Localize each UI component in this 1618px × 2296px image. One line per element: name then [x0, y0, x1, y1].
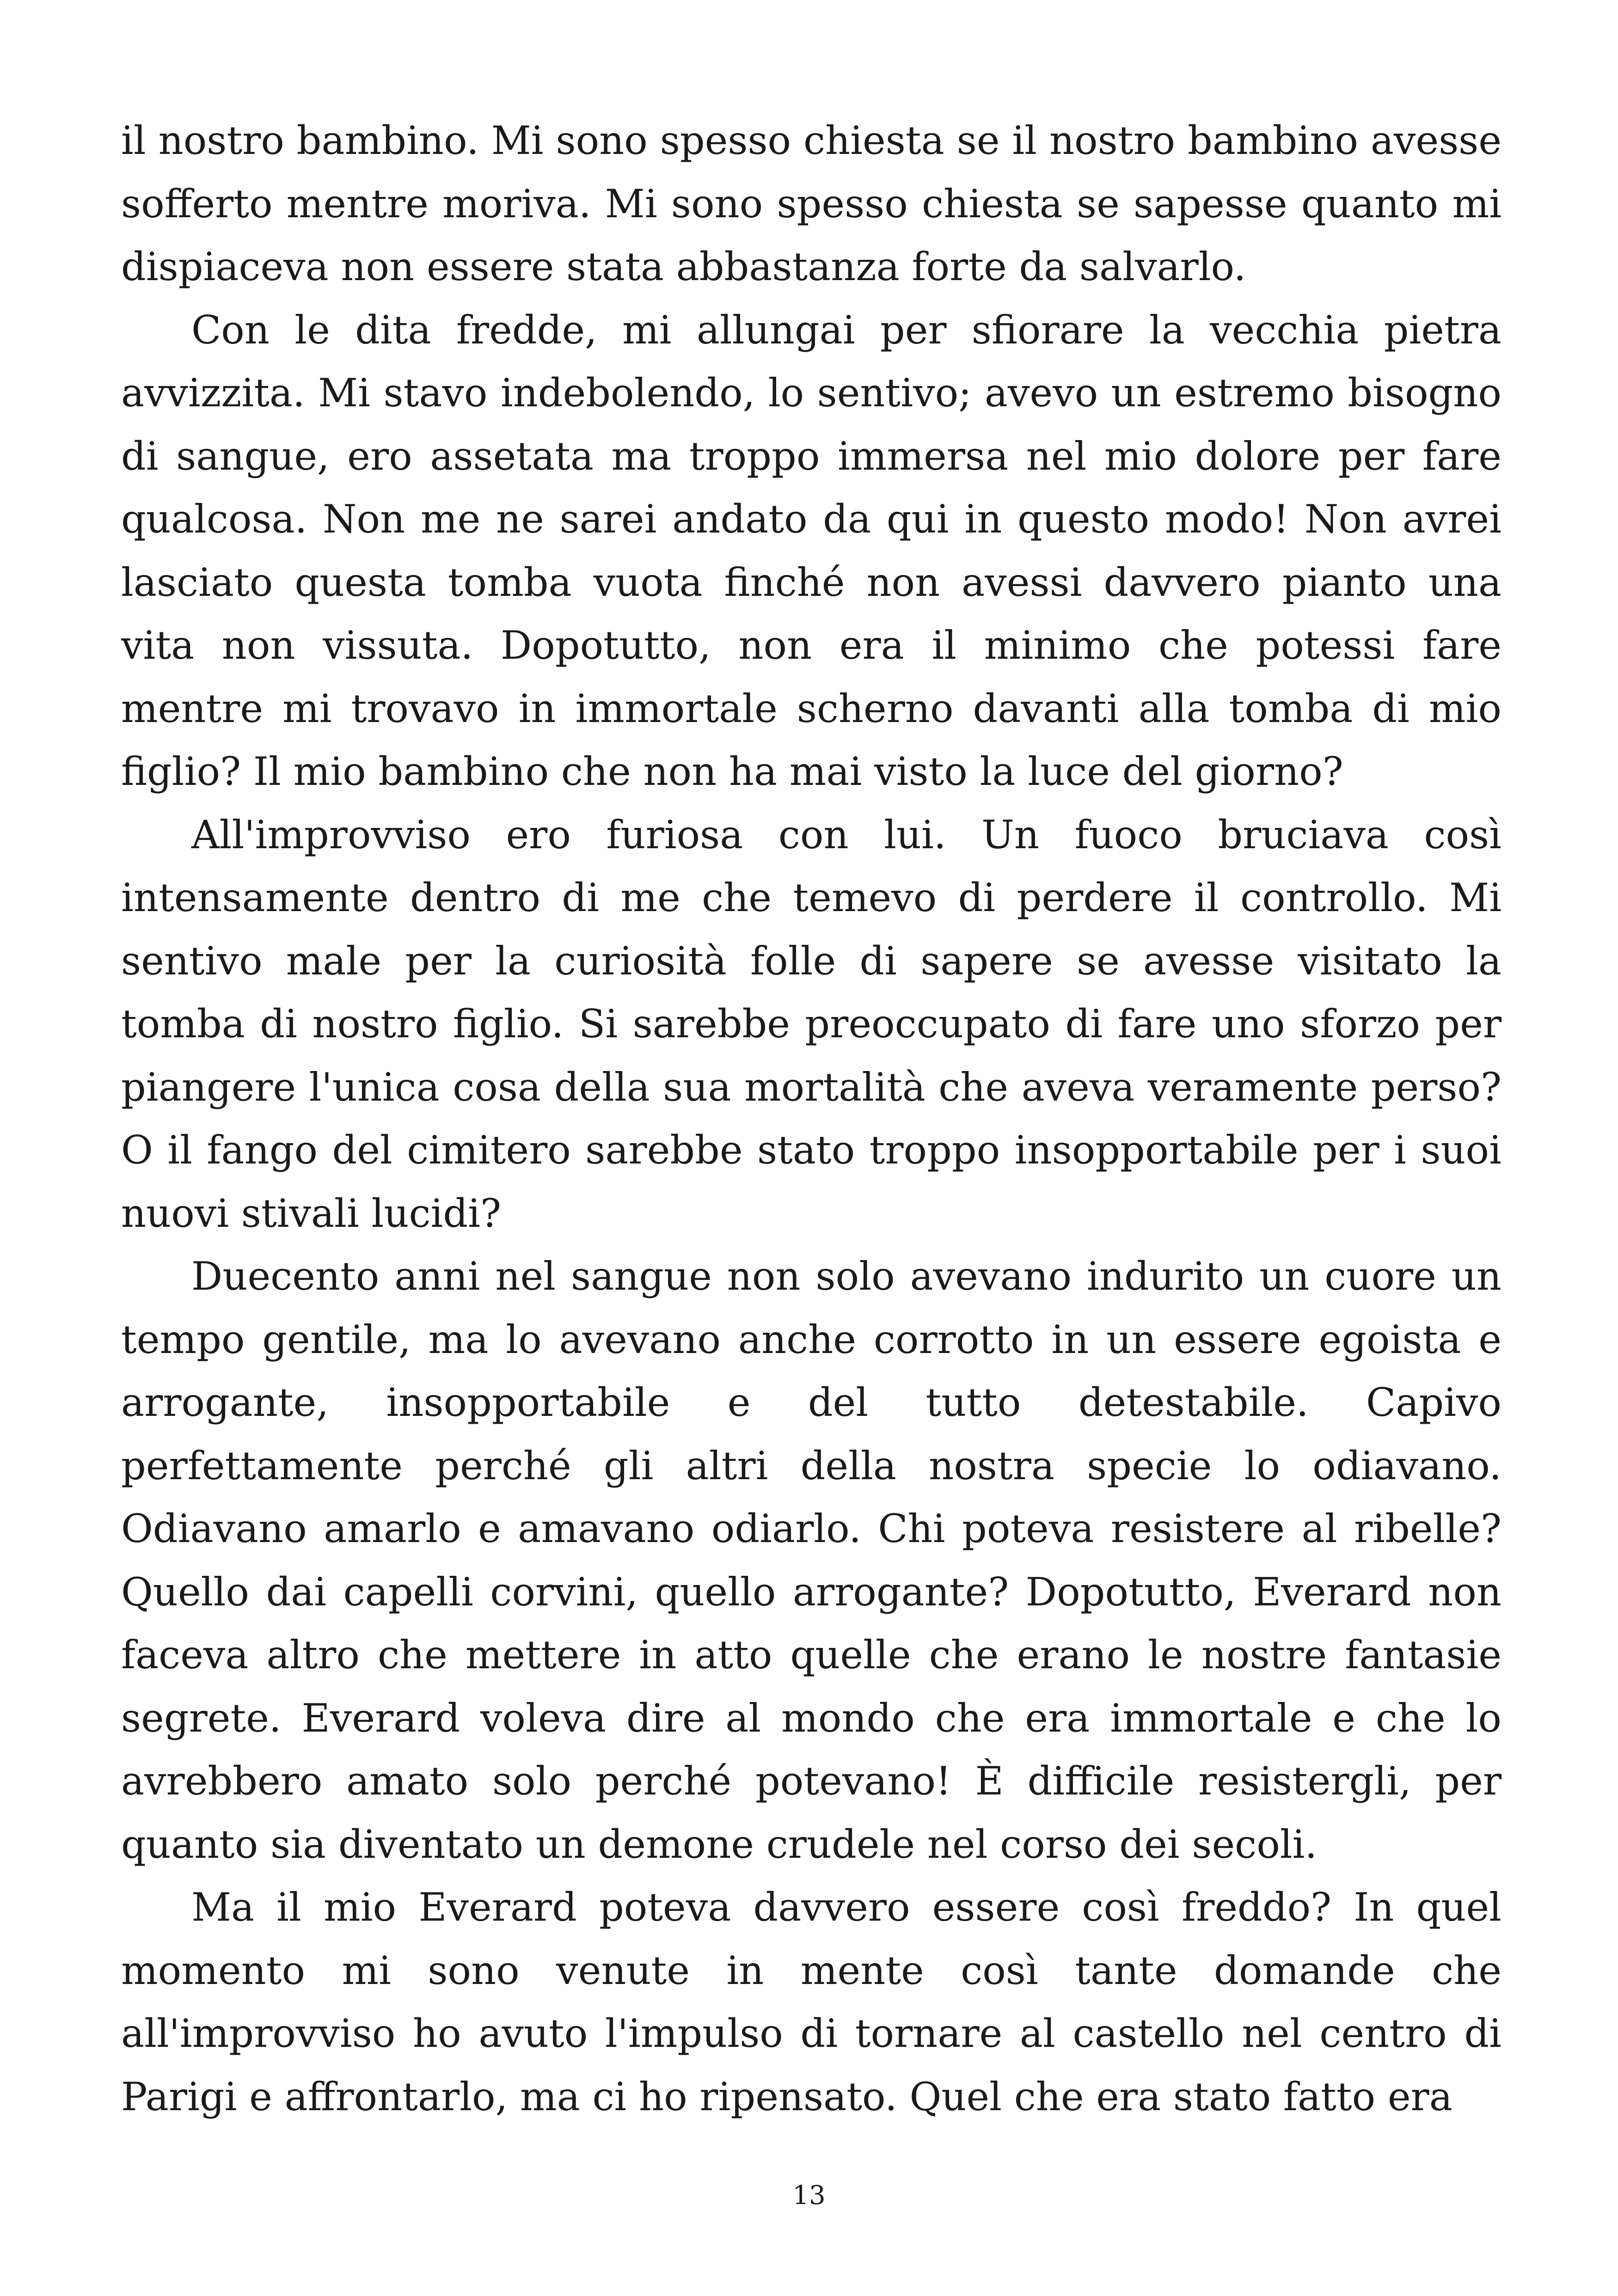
paragraph-2: Con le dita fredde, mi allungai per sfiorare la vecchia pietra avvizzita. Mi stavo indebolendo, lo sentivo; avevo un estremo bisogno di sangue, ero assetata ma troppo immersa nel mio dolore per fare qualcosa. Non me ne sarei andato da qui in questo modo! Non avrei lasciato questa tomba vuota finché non avessi davvero pianto una vita non vissuta. Dopotutto, non era il minimo che potessi fare mentre mi trovavo in immortale scherno davanti alla tomba di mio figlio? Il mio bambino che non ha mai visto la luce del giorno?: [121, 307, 1502, 794]
paragraph-1: il nostro bambino. Mi sono spesso chiesta se il nostro bambino avesse sofferto mentre moriva. Mi sono spesso chiesta se sapesse quanto mi dispiaceva non essere stata abbastanza forte da salvarlo.: [121, 118, 1502, 289]
paragraph-3: All'improvviso ero furiosa con lui. Un fuoco bruciava così intensamente dentro di me che temevo di perdere il controllo. Mi sentivo male per la curiosità folle di sapere se avesse visitato la tomba di nostro figlio. Si sarebbe preoccupato di fare uno sforzo per piangere l'unica cosa della sua mortalità che aveva veramente perso? O il fango del cimitero sarebbe stato troppo insopportabile per i suoi nuovi stivali lucidi?: [121, 812, 1502, 1236]
paragraph-4: Duecento anni nel sangue non solo avevano indurito un cuore un tempo gentile, ma lo avevano anche corrotto in un essere egoista e arrogante, insopportabile e del tutto detestabile. Capivo perfettamente perché gli altri della nostra specie lo odiavano. Odiavano amarlo e amavano odiarlo. Chi poteva resistere al ribelle? Quello dai capelli corvini, quello arrogante? Dopotutto, Everard non faceva altro che mettere in atto quelle che erano le nostre fantasie segrete. Everard voleva dire al mondo che era immortale e che lo avrebbero amato solo perché potevano! È difficile resistergli, per quanto sia diventato un demone crudele nel corso dei secoli.: [121, 1254, 1502, 1867]
page-body: [121, 109, 1502, 2128]
page-number: 13: [792, 2180, 826, 2210]
paragraph-5: Ma il mio Everard poteva davvero essere così freddo? In quel momento mi sono venute in mente così tante domande che all'improvviso ho avuto l'impulso di tornare al castello nel centro di Parigi e affrontarlo, ma ci ho ripensato. Quel che era stato fatto era: [121, 1885, 1502, 2119]
